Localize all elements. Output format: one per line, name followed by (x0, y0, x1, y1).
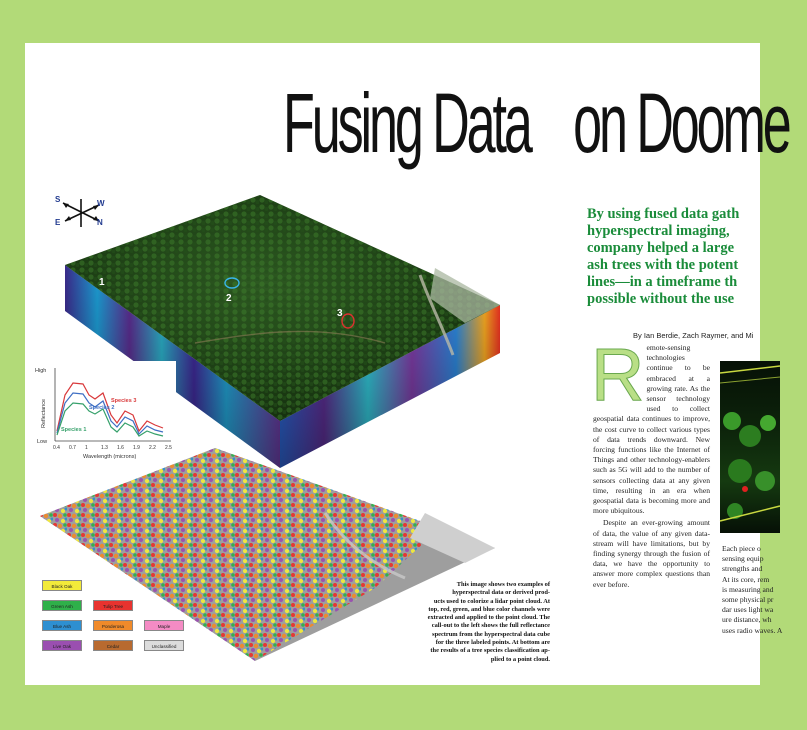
compass-s: S (55, 195, 61, 204)
body-paragraph-2: Despite an ever-growing amount of data, the value of any given data-stream will have limitations, but by finding synergy through the fusion of data, we have the opportunity to answer more complex questions than ever before. (593, 518, 710, 589)
x-tick-label: 1.3 (101, 445, 108, 451)
caption-line: extracted and applied to the point cloud. The (427, 614, 550, 622)
series-label: Species 1 (61, 427, 87, 433)
body-line: ure distance, wh (722, 615, 772, 625)
x-tick-label: 1.9 (133, 445, 140, 451)
deck-line: ash trees with the potent (587, 257, 739, 273)
caption-line: plied to a point cloud. (490, 655, 550, 663)
x-tick-label: 2.2 (149, 445, 156, 451)
point-label-1: 1 (99, 277, 105, 288)
body-paragraph-1: emote-sensing technologies continue to be embraced at a growing rate. As the sensor technology used to collect geospatial data continues to improve, the cost curve to collect various types of data trends downward. New forcing functions like the Internet of Things and other technology-enablers such as 5G will add to the number of sensors collecting data at any given time, resulting in an era when geospatial data is becoming more and more ubiquitous. (593, 343, 710, 516)
x-tick-label: 0.4 (53, 445, 60, 451)
deck-line: lines—in a timeframe th (587, 274, 738, 290)
compass-e: E (55, 218, 61, 227)
deck-line: By using fused data gath (587, 206, 740, 222)
deck-line: hyperspectral imaging, (587, 223, 730, 239)
reflectance-chart (28, 361, 176, 461)
series-label: Species 2 (89, 405, 115, 411)
legend-item: Blue Ash (42, 620, 82, 631)
body-column-2 (722, 544, 782, 636)
compass-n: N (97, 218, 103, 227)
deck-line: company helped a large (587, 240, 735, 256)
lidar-detail-image (720, 361, 780, 533)
body-column-1 (591, 333, 710, 590)
caption-line: hyperspectral data or derived prod- (452, 589, 550, 597)
drop-cap: R (591, 333, 645, 416)
article-title: Fusing Data on Doome (283, 76, 789, 170)
legend-item: Ponderosa (93, 620, 133, 631)
figure-caption (370, 581, 550, 664)
x-tick-label: 1 (85, 445, 88, 451)
deck-line: possible without the use (587, 291, 735, 307)
legend-item: Live Oak (42, 640, 82, 651)
body-line: sensing equip (722, 554, 764, 564)
x-axis-label: Wavelength (microns) (83, 454, 137, 460)
body-line: dar uses light wa (722, 605, 774, 615)
compass-rose (55, 193, 115, 243)
y-axis-label: Reflectance (41, 398, 47, 428)
byline: By Ian Berdie, Zach Raymer, and Mi (633, 331, 754, 340)
caption-line: This image shows two examples of (456, 581, 550, 588)
body-line: Each piece o (722, 544, 761, 553)
y-tick-high: High (35, 368, 47, 374)
y-tick-low: Low (37, 439, 48, 445)
caption-line: spectrum from the hyperspectral data cube (432, 630, 550, 638)
legend-item: Cedar (93, 640, 133, 651)
body-line: uses radio waves. A (722, 625, 783, 635)
point-label-2: 2 (226, 293, 232, 304)
x-tick-label: 1.6 (117, 445, 124, 451)
body-line: At its core, rem (722, 574, 770, 584)
legend-item: Tulip Tree (93, 600, 133, 611)
series-label: Species 3 (111, 398, 137, 404)
caption-line: call-out to the left shows the full reflectance (431, 622, 550, 630)
legend-item: Green Ash (42, 600, 82, 611)
compass-w: W (97, 199, 105, 208)
caption-line: top, red, green, and blue color channels were (428, 605, 550, 613)
compass-arrows-icon (55, 193, 115, 243)
caption-line: for the three labeled points. At bottom are (435, 639, 550, 647)
caption-line: ucts used to colorize a lidar point cloud. At (433, 597, 550, 605)
legend-item: Unclassified (144, 640, 184, 651)
x-tick-label: 0.7 (69, 445, 76, 451)
point-label-3: 3 (337, 308, 343, 319)
magazine-spread (25, 43, 789, 685)
legend-item: Black Oak (42, 580, 82, 591)
article-deck (587, 206, 807, 308)
body-line: strengths and (722, 564, 763, 574)
caption-line: the results of a tree species classification ap- (430, 647, 550, 655)
body-line: some physical pr (722, 594, 774, 604)
x-tick-label: 2.5 (165, 445, 172, 451)
body-line: is measuring and (722, 584, 774, 594)
legend-item: Maple (144, 620, 184, 631)
